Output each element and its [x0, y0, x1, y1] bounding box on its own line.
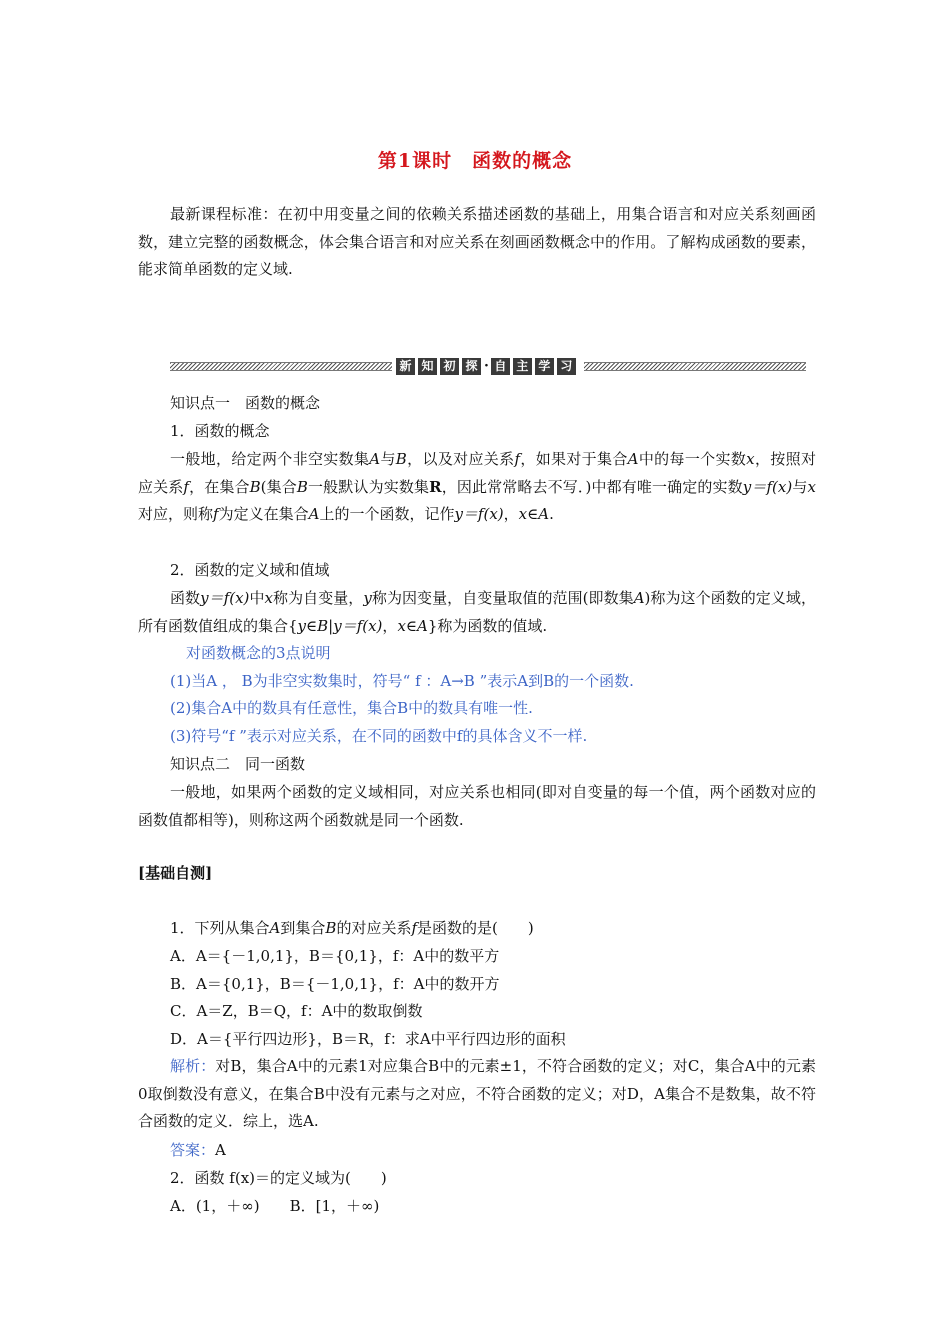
text: 一般默认为实数集 [307, 477, 430, 496]
standard-label: 最新课程标准： [170, 205, 278, 223]
var-f: f [213, 505, 219, 523]
text: ，因此常常略去不写．)中都有唯一确定的实数 [441, 477, 743, 496]
var-A: A [308, 505, 320, 523]
var-x: x [264, 589, 273, 607]
kp1-paragraph2 [138, 585, 816, 640]
q1-analysis [138, 1053, 816, 1136]
banner-char: 知 [418, 358, 437, 375]
text: 中的每一个实数 [638, 450, 747, 468]
curriculum-standard [138, 201, 816, 284]
banner-char: 初 [440, 358, 459, 375]
text: . [549, 505, 554, 523]
text: ，如果对于集合 [520, 450, 628, 468]
banner-char: 主 [513, 358, 532, 375]
standard-text: 在初中用变量之间的依赖关系描述函数的基础上，用集合语言和对应关系刻画函数，建立完整的函数概念，体会集合语言和对应关系在刻画函数概念中的作用。了解构成函数的要素，能求简单函数的定义域. [138, 205, 816, 278]
text: 与 [380, 450, 396, 468]
var-A: A [369, 450, 381, 468]
q1-option-a: A．A＝{－1,0,1}，B＝{0,1}，f：A中的数平方 [170, 947, 500, 965]
note-item: (2)集合A中的数具有任意性，集合B中的数具有唯一性. [170, 699, 533, 717]
formula-x-in-A: x∈A [397, 616, 428, 635]
text: 一般地，给定两个非空实数集 [170, 450, 370, 468]
banner-char: 自 [491, 358, 510, 375]
kp2-text: 一般地，如果两个函数的定义域相同，对应关系也相同(即对自变量的每一个值，两个函数对应的函数值都相等)，则称这两个函数就是同一个函数. [138, 783, 816, 829]
banner-hatch-left [170, 362, 392, 371]
text: 对应，则称 [138, 505, 214, 523]
text: ，以及对应关系 [406, 450, 515, 468]
text: ， [382, 616, 398, 635]
text: 是函数的是( ) [417, 919, 534, 937]
self-test-heading: [基础自测] [138, 864, 213, 882]
formula-y-fx: y＝f(x) [200, 589, 250, 607]
kp1-sub1: 1．函数的概念 [170, 422, 270, 440]
formula-y-fx: y＝f(x) [742, 477, 793, 496]
var-x: x [746, 450, 755, 468]
formula-x-in-A: x∈A [518, 505, 550, 523]
analysis-text: 对B，集合A中的元素1对应集合B中的元素±1，不符合函数的定义；对C，集合A中的元素0取倒数没有意义，在集合B中没有元素与之对应，不符合函数的定义；对D，A集合不是数集，故不符合函数的定义．综上，选A. [138, 1057, 816, 1130]
q1-option-b: B．A＝{0,1}，B＝{－1,0,1}，f：A中的数开方 [170, 975, 500, 993]
text: 函数 [170, 589, 201, 607]
q1-answer [170, 1140, 850, 1160]
formula-y-in-B: y∈B [297, 616, 329, 635]
text: )称为这个函数的定义域，所有函数值组成的集合{ [138, 589, 816, 635]
formula-y-fx: y＝f(x) [454, 505, 504, 523]
var-B: B [296, 477, 308, 496]
var-A: A [633, 589, 645, 607]
notes-heading: 对函数概念的3点说明 [186, 644, 331, 662]
note-item: (1)当A ， B为非空实数集时，符号“ f ：A→B ”表示A到B的一个函数. [170, 672, 634, 690]
banner-char: 新 [396, 358, 415, 375]
q1-option-d: D．A＝{平行四边形}，B＝R，f：求A中平行四边形的面积 [170, 1030, 566, 1048]
text: 中 [249, 589, 265, 607]
text: 称为自变量， [272, 589, 364, 607]
formula-y-fx: y＝f(x) [333, 616, 383, 635]
kp2-heading: 知识点二 同一函数 [170, 755, 306, 773]
var-f: f [183, 477, 189, 496]
text: 称为因变量，自变量取值的范围(即数集 [371, 589, 634, 607]
lesson-title: 第1课时 函数的概念 [377, 150, 573, 172]
var-f: f [514, 450, 521, 468]
note-item: (3)符号“f ”表示对应关系，在不同的函数中f的具体含义不一样. [170, 727, 588, 745]
text: | [328, 616, 334, 635]
section-banner [170, 355, 806, 377]
set-R: R [429, 477, 442, 496]
text: 1．下列从集合 [170, 919, 270, 937]
kp1-heading: 知识点一 函数的概念 [170, 394, 321, 412]
banner-hatch-right [584, 362, 806, 371]
text: 为定义在集合 [218, 505, 309, 523]
banner-label [396, 355, 580, 377]
text: ，在集合 [188, 477, 250, 496]
kp1-paragraph1 [138, 446, 816, 529]
analysis-label: 解析： [170, 1057, 216, 1075]
q1-stem [170, 918, 850, 938]
var-A: A [269, 919, 281, 937]
q2-options: A．(1，＋∞) B．[1，＋∞) [170, 1197, 380, 1215]
banner-separator: · [484, 358, 489, 374]
text: 与 [792, 477, 808, 496]
text: 到集合 [280, 919, 326, 937]
text: ， [503, 505, 519, 523]
var-A: A [627, 450, 639, 468]
q1-option-c: C．A＝Z，B＝Q，f：A中的数取倒数 [170, 1002, 423, 1020]
text: }称为函数的值域. [427, 616, 548, 635]
banner-char: 学 [535, 358, 554, 375]
var-B: B [395, 450, 407, 468]
text: 的对应关系 [336, 919, 412, 937]
var-f: f [411, 919, 418, 937]
text: ，按照对应关系 [138, 450, 816, 496]
kp1-sub2: 2．函数的定义域和值域 [170, 561, 330, 579]
banner-char: 探 [462, 358, 481, 375]
text: 上的一个函数，记作 [319, 505, 455, 523]
q2-stem: 2．函数 f(x)＝的定义域为( ) [170, 1169, 387, 1187]
var-B: B [249, 477, 261, 496]
var-B: B [325, 919, 337, 937]
answer-label: 答案： [170, 1141, 216, 1159]
text: (集合 [260, 477, 297, 496]
answer-value: A [215, 1141, 226, 1159]
banner-char: 习 [557, 358, 576, 375]
var-x: x [807, 477, 816, 496]
kp2-paragraph [138, 779, 816, 834]
var-y: y [363, 589, 372, 607]
